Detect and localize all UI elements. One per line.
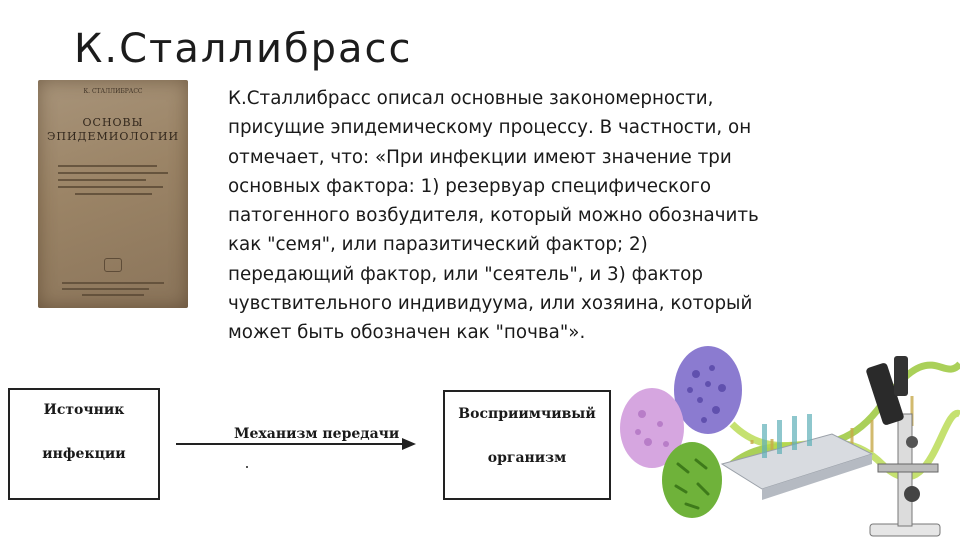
source-box-line-2: инфекции [42,446,126,462]
target-box-line-2: организм [487,450,567,466]
source-box-line-1: Источник [43,402,125,418]
body-paragraph: К.Сталлибрасс описал основные закономерности, присущие эпидемическому процессу. В частности, он отмечает, что: «При инфекции имеют значение три основных фактора: 1) резервуар специфического патогенного возбудителя, который можно обозначить как "семя", или паразитический фактор; 2) передающий фактор, или "сеятель", и 3) фактор чувствительного индивидуума, или хозяина, который может быть обозначен как "почва"». [228,88,759,344]
book-author: К. СТАЛЛИБРАСС [83,88,143,95]
book-title [38,116,188,144]
transmission-arrow-icon [176,436,416,452]
book-title-line-2: ЭПИДЕМИОЛОГИИ [46,130,180,143]
green-bacteria-icon [662,442,722,518]
biology-illustration [612,344,960,540]
target-box-line-1: Восприимчивый [458,406,596,422]
page-title: К.Сталлибрасс [74,26,413,72]
microscope-icon [865,356,940,536]
book-publisher-lines [62,278,164,300]
stray-dot [246,466,248,468]
book-subtitle-lines [58,160,168,200]
susceptible-organism-box [443,390,611,500]
book-cover-image [38,80,188,308]
publisher-emblem-icon [104,258,122,272]
book-title-line-1: ОСНОВЫ [82,116,144,129]
arrow-label: Механизм передачи [234,426,400,442]
source-of-infection-box [8,388,160,500]
bacteria-cell-icon [674,346,742,434]
